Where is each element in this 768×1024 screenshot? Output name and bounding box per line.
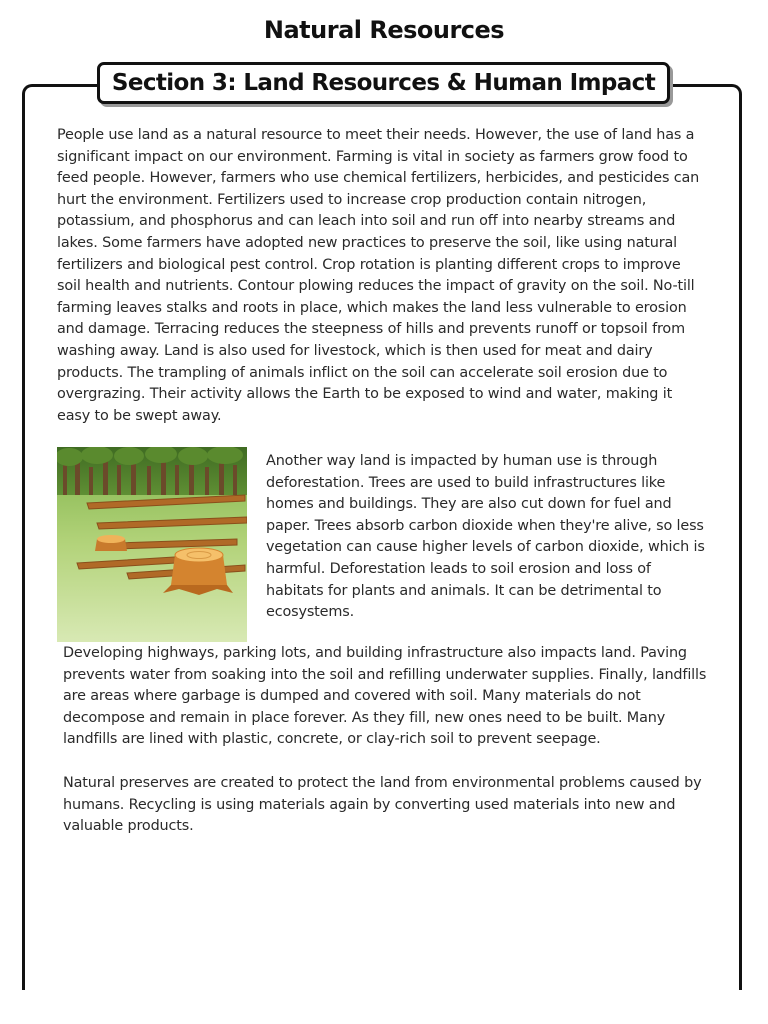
paragraph-infrastructure: Developing highways, parking lots, and building infrastructure also impacts land. Paving prevents water from soaking into the soil and refilling underwater supplies. Finally, landfills are areas where garbage is dumped and covered with soil. Many materials do not decompose and remain in place forever. As they fill, new ones need to be built. Many landfills are lined with plastic, concrete, or clay-rich soil to prevent seepage.	[63, 645, 707, 748]
paragraph-land-use: People use land as a natural resource to meet their needs. However, the use of land has a significant impact on our environment. Farming is vital in society as farmers grow food to feed people. However, farmers who use chemical fertilizers, herbicides, and pesticides can hurt the environment. Fertilizers used to increase crop production contain nitrogen, potassium, and phosphorus and can leach into soil and run off into nearby streams and lakes. Some farmers have adopted new practices to preserve the soil, like using natural fertilizers and biological pest control. Crop rotation is planting different crops to improve soil health and nutrients. Contour plowing reduces the impact of gravity on the soil. No-till farming leaves stalks and roots in place, which makes the land less vulnerable to erosion and damage. Terracing reduces the steepness of hills and prevents runoff or topsoil from washing away. Land is also used for livestock, which is then used for meat and dairy products. The trampling of animals inflict on the soil can accelerate soil erosion due to overgrazing. Their activity allows the Earth to be exposed to wind and water, making it easy to be swept away.	[57, 127, 700, 424]
page-title: Natural Resources	[263, 16, 505, 44]
paragraph-preserves: Natural preserves are created to protect the land from environmental problems caused by humans. Recycling is using materials again by converting used materials into new and valuable products.	[63, 775, 702, 835]
paragraph-deforestation: Another way land is impacted by human use is through deforestation. Trees are used to build infrastructures like homes and buildings. They are also cut down for fuel and paper. Trees absorb carbon dioxide when they're alive, so less vegetation can cause higher levels of carbon dioxide, which is harmful. Deforestation leads to soil erosion and loss of habitats for plants and animals. It can be detrimental to ecosystems.	[266, 453, 705, 621]
section-title: Section 3: Land Resources & Human Impact	[111, 70, 656, 96]
deforestation-illustration-icon	[57, 447, 247, 642]
section-header-box	[97, 62, 670, 104]
